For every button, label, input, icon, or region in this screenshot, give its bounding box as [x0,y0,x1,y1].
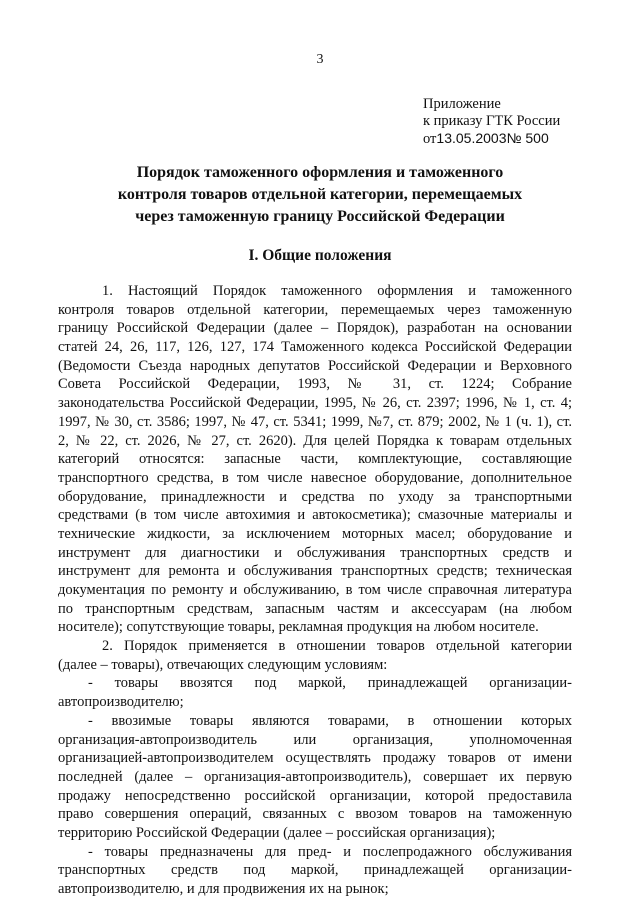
text-line: категорий относятся: запасные части, комплектующие, составляющие [58,451,572,468]
text-line: законодательства Российской Федерации, 1995, № 26, ст. 2397; 1996, № 1, ст. 4; [58,395,572,412]
text-line: 2. Порядок применяется в отношении товаров отдельной категории [102,638,572,655]
text-line: инструмент для ремонта и обслуживания транспортных средств; техническая [58,563,572,580]
appendix-order-ref: к приказу ГТК России [423,113,561,129]
order-date: 13.05.2003 [436,130,507,146]
text-line: 1997, № 30, ст. 3586; 1997, № 47, ст. 5341; 1999, №7, ст. 879; 2002, № 1 (ч. 1), ст. [58,413,572,430]
text-line: организацией-автопроизводителем осуществлять продажу товаров от имени [58,750,572,767]
list-item-dash: - ввозимые товары являются товарами, в отношении которых [88,712,572,729]
text-line: документация по ремонту и обслуживанию, в том числе справочная литература [58,582,572,598]
text-line: по транспортным средствам, запасным частям и аксессуарам (на любом [58,600,572,617]
text-line: транспортных средств под маркой, принадлежащей организации- [58,862,572,879]
order-number: № 500 [506,130,549,146]
text-line: (далее – товары), отвечающих следующим условиям: [58,656,388,673]
section-heading: I. Общие положения [248,247,392,264]
text-line: автопроизводителю; [58,694,184,711]
document-title [0,162,640,228]
appendix-label: Приложение [423,96,501,112]
text-line: контроля товаров отдельной категории, перемещаемых через таможенную [58,301,572,318]
text-line: 2, № 22, ст. 2026, № 27, ст. 2620). Для целей Порядка к товарам отдельных [58,432,572,449]
title-line: контроля товаров отдельной категории, перемещаемых [117,186,523,203]
text-line: транспортного средства, в том числе навесное оборудование, дополнительное [58,469,572,486]
text-line: последней (далее – организация-автопроизводитель), совершает их первую [58,768,572,785]
text-line: статей 24, 26, 117, 126, 127, 174 Таможенного кодекса Российской Федерации [58,339,572,356]
text-line: границу Российской Федерации (далее – Порядок), разработан на основании [58,320,572,337]
text-line: оборудование, принадлежности и средства по уходу за транспортными [58,488,572,505]
text-line: (Ведомости Съезда народных депутатов Российской Федерации и Верховного [58,357,572,374]
text-line: средствами (в том числе автохимия и автокосметика); смазочные материалы и [58,507,572,524]
title-line: через таможенную границу Российской Федерации [135,208,505,225]
page-number: 3 [316,52,324,67]
text-line: автопроизводителю, и для продвижения их на рынок; [58,881,389,897]
appendix-order-date [423,130,560,148]
text-line: Совета Российской Федерации, 1993, № 31, ст. 1224; Собрание [58,376,572,393]
text-line: инструмент для диагностики и обслуживания транспортных средств и [58,544,572,561]
list-item-dash: - товары предназначены для пред- и послепродажного обслуживания [88,843,572,860]
text-line: право совершения операций, связанных с ввозом товаров на таможенную [58,806,572,823]
list-item-dash: - товары ввозятся под маркой, принадлежащей организации- [88,675,572,692]
body-text [58,282,572,899]
text-line: продажу непосредственно российской организации, которой предоставила [58,787,572,804]
text-line: организация-автопроизводитель или организация, уполномоченная [58,731,572,748]
text-line: 1. Настоящий Порядок таможенного оформления и таможенного [102,283,572,299]
appendix-block [423,96,560,148]
text-line: носителе); сопутствующие товары, рекламная продукция на любом носителе. [58,619,539,636]
text-line: технические жидкости, за исключением моторных масел; оборудование и [58,525,572,542]
order-date-prefix: от [423,131,437,147]
title-line: Порядок таможенного оформления и таможенного [136,164,504,181]
text-line: территорию Российской Федерации (далее – российская организация); [58,824,496,841]
